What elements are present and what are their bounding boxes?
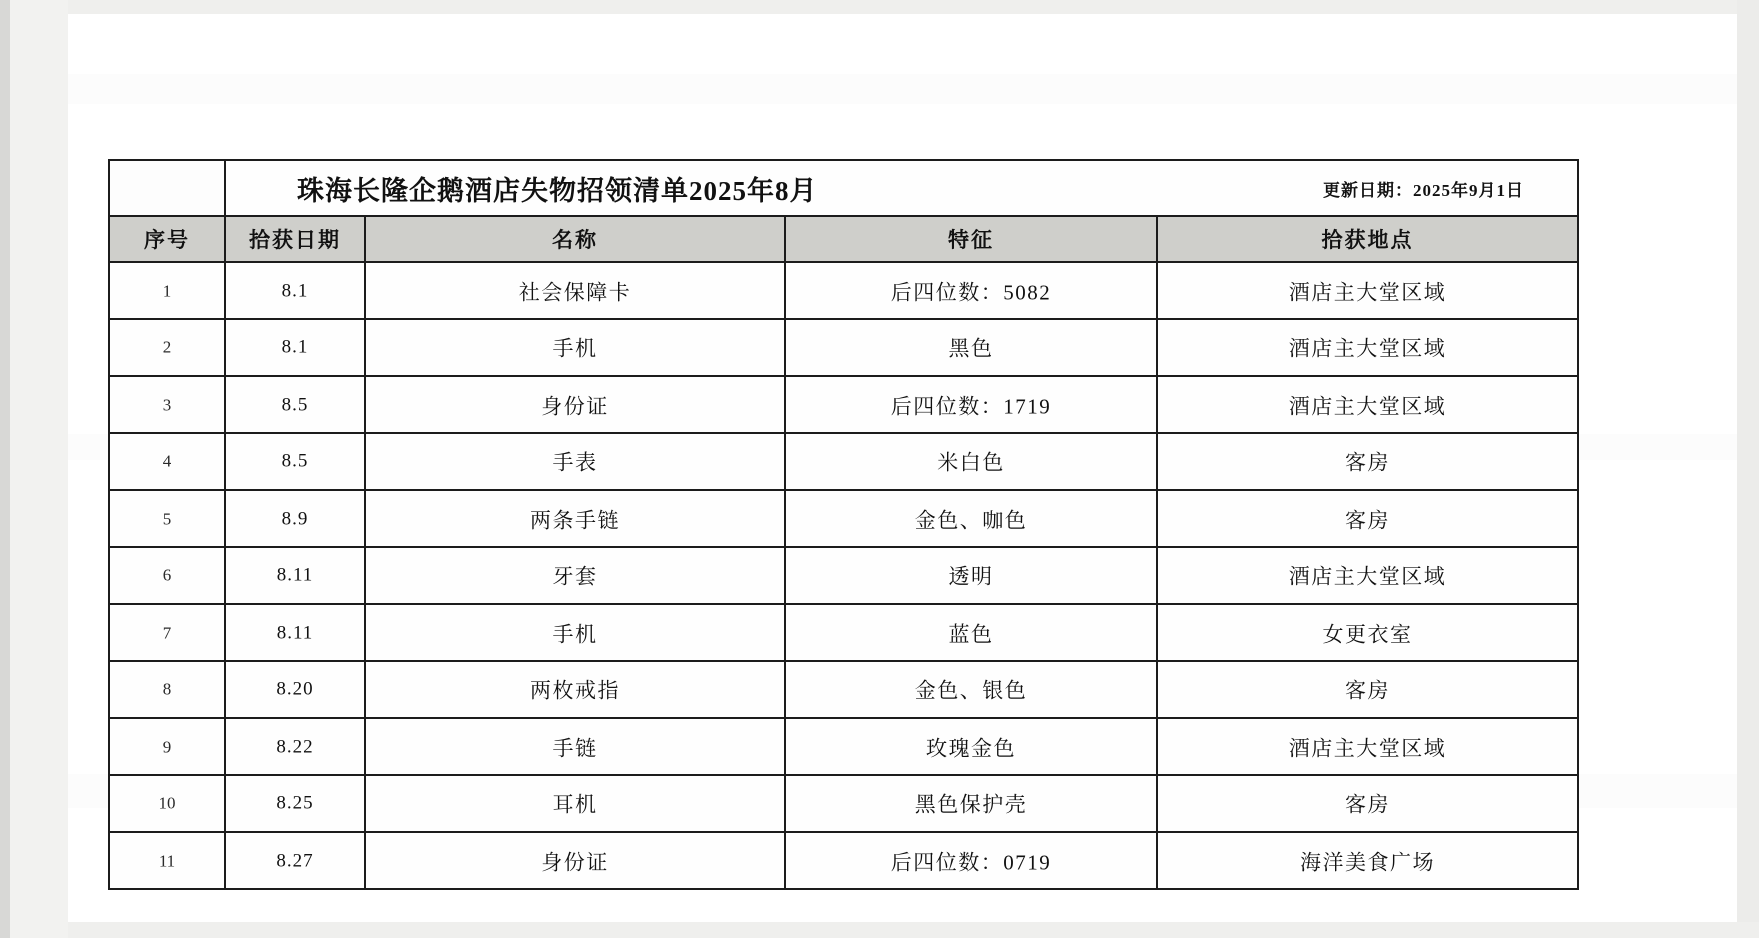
column-header-date: 拾获日期 — [225, 216, 365, 262]
cell-seq: 2 — [109, 319, 225, 376]
title-corner-cell — [109, 160, 225, 216]
document-title-cell — [225, 160, 1578, 216]
cell-place: 客房 — [1157, 491, 1578, 548]
table-row — [109, 490, 1578, 547]
cell-feature: 金色、咖色 — [785, 491, 1157, 548]
cell-place: 女更衣室 — [1157, 605, 1578, 662]
cell-feature: 透明 — [785, 547, 1157, 604]
cell-date: 8.20 — [225, 661, 365, 718]
cell-feature: 黑色 — [785, 319, 1157, 376]
cell-feature: 后四位数：5082 — [785, 263, 1157, 320]
cell-date: 8.5 — [225, 433, 365, 490]
cell-date: 8.22 — [225, 719, 365, 776]
cell-seq: 9 — [109, 719, 225, 776]
cell-name: 社会保障卡 — [365, 263, 785, 320]
column-header-seq: 序号 — [109, 216, 225, 262]
column-header-row — [109, 216, 1578, 262]
cell-name: 手表 — [365, 433, 785, 490]
column-header-feature: 特征 — [785, 216, 1157, 262]
cell-place: 客房 — [1157, 661, 1578, 718]
scanner-margin-left — [10, 0, 69, 938]
lost-and-found-table — [108, 159, 1579, 890]
table-row — [109, 775, 1578, 832]
cell-seq: 6 — [109, 547, 225, 604]
cell-place: 客房 — [1157, 433, 1578, 490]
cell-seq: 4 — [109, 433, 225, 490]
cell-name: 耳机 — [365, 775, 785, 832]
cell-feature: 黑色保护壳 — [785, 775, 1157, 832]
table-row — [109, 319, 1578, 376]
update-date-label: 更新日期：2025年9月1日 — [1323, 180, 1524, 200]
cell-seq: 1 — [109, 263, 225, 320]
cell-date: 8.25 — [225, 775, 365, 832]
table-row — [109, 376, 1578, 433]
cell-seq: 3 — [109, 377, 225, 434]
cell-place: 酒店主大堂区域 — [1157, 263, 1578, 320]
table-row — [109, 547, 1578, 604]
scanner-margin-top — [68, 0, 1759, 14]
table-row — [109, 433, 1578, 490]
cell-place: 酒店主大堂区域 — [1157, 719, 1578, 776]
column-header-place: 拾获地点 — [1157, 216, 1578, 262]
cell-place: 酒店主大堂区域 — [1157, 377, 1578, 434]
cell-name: 牙套 — [365, 547, 785, 604]
cell-date: 8.1 — [225, 263, 365, 320]
cell-date: 8.1 — [225, 319, 365, 376]
scan-band — [68, 74, 1737, 104]
cell-seq: 7 — [109, 605, 225, 662]
cell-name: 手机 — [365, 319, 785, 376]
cell-feature: 后四位数：0719 — [785, 833, 1157, 890]
cell-name: 身份证 — [365, 833, 785, 890]
cell-feature: 蓝色 — [785, 605, 1157, 662]
column-header-name: 名称 — [365, 216, 785, 262]
cell-feature: 金色、银色 — [785, 661, 1157, 718]
cell-place: 酒店主大堂区域 — [1157, 547, 1578, 604]
cell-date: 8.11 — [225, 547, 365, 604]
cell-seq: 5 — [109, 491, 225, 548]
table-row — [109, 604, 1578, 661]
cell-seq: 11 — [109, 833, 225, 890]
cell-date: 8.11 — [225, 605, 365, 662]
cell-place: 海洋美食广场 — [1157, 833, 1578, 890]
cell-feature: 米白色 — [785, 433, 1157, 490]
title-row — [109, 160, 1578, 216]
scanner-edge-left — [0, 0, 10, 938]
table-row — [109, 718, 1578, 775]
table-row — [109, 661, 1578, 718]
table-row — [109, 832, 1578, 889]
cell-date: 8.9 — [225, 491, 365, 548]
table-row — [109, 262, 1578, 319]
cell-name: 手链 — [365, 719, 785, 776]
cell-place: 客房 — [1157, 775, 1578, 832]
scanner-margin-right — [1737, 0, 1759, 938]
cell-seq: 8 — [109, 661, 225, 718]
cell-place: 酒店主大堂区域 — [1157, 319, 1578, 376]
paper-sheet — [68, 14, 1737, 922]
cell-name: 身份证 — [365, 377, 785, 434]
cell-feature: 后四位数：1719 — [785, 377, 1157, 434]
scanner-margin-bottom — [68, 922, 1759, 938]
cell-seq: 10 — [109, 775, 225, 832]
cell-feature: 玫瑰金色 — [785, 719, 1157, 776]
cell-name: 两枚戒指 — [365, 661, 785, 718]
cell-name: 手机 — [365, 605, 785, 662]
cell-date: 8.5 — [225, 377, 365, 434]
cell-name: 两条手链 — [365, 491, 785, 548]
cell-date: 8.27 — [225, 833, 365, 890]
page-title: 珠海长隆企鹅酒店失物招领清单2025年8月 — [297, 175, 818, 206]
